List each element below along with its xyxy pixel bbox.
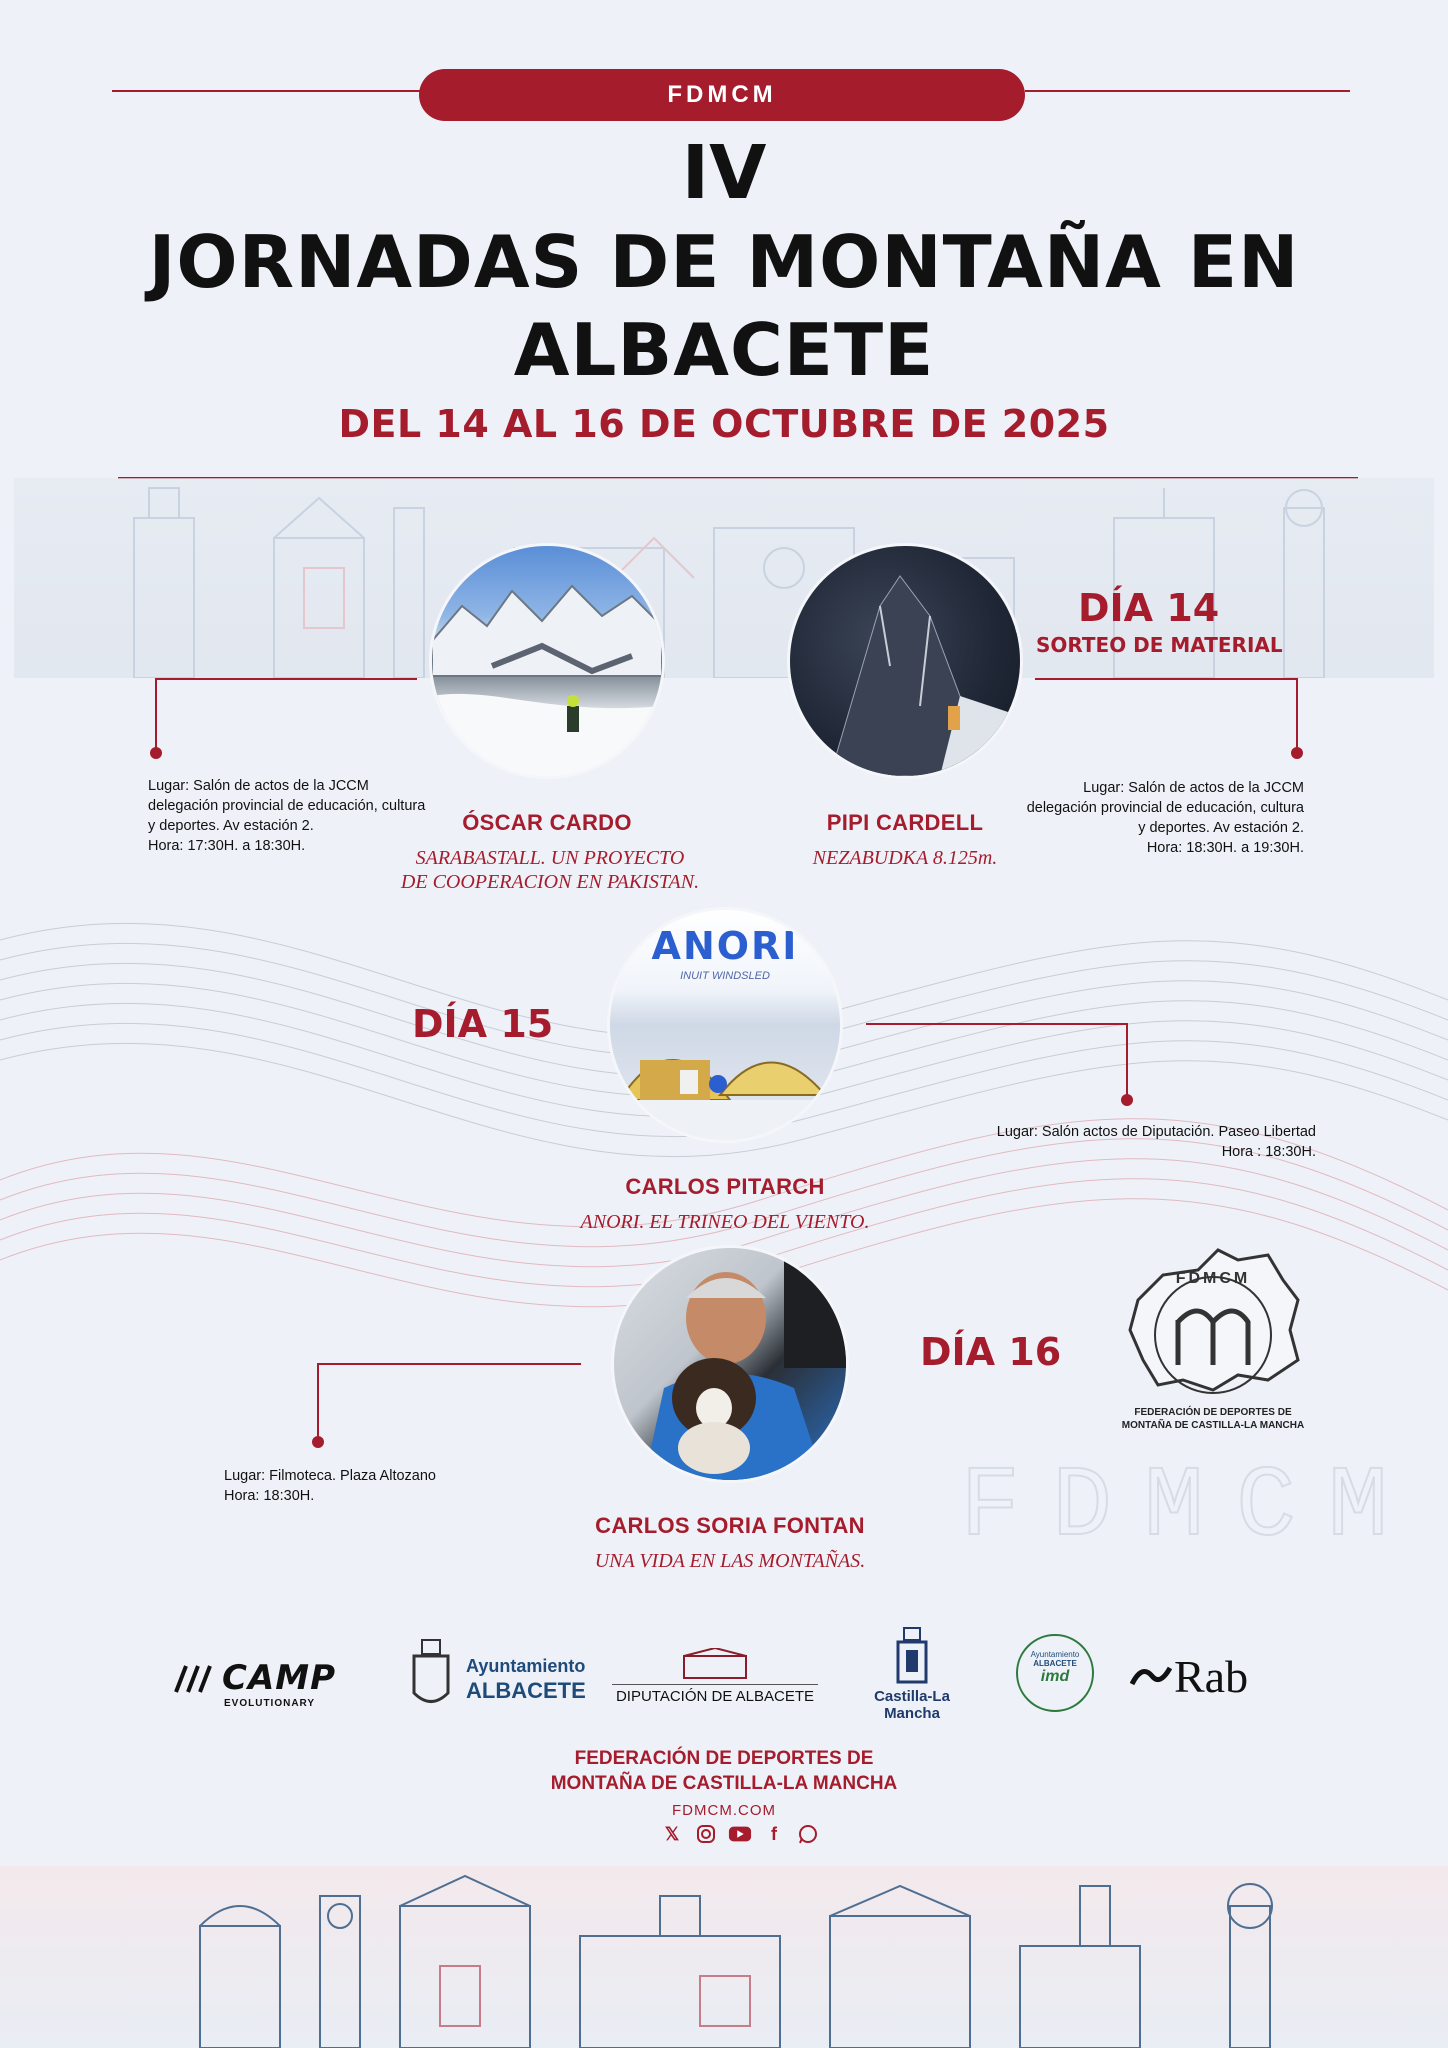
photo-anori bbox=[610, 910, 840, 1140]
day14-sublabel: SORTEO DE MATERIAL bbox=[1036, 633, 1283, 657]
connector-pitarch-h bbox=[866, 1023, 1128, 1025]
footer-org-name: FEDERACIÓN DE DEPORTES DE MONTAÑA DE CASTILLA-LA MANCHA bbox=[550, 1748, 898, 1794]
federation-logo-caption: FEDERACIÓN DE DEPORTES DE MONTAÑA DE CASTILLA-LA MANCHA bbox=[1121, 1407, 1305, 1431]
pitarch-venue-info: Lugar: Salón actos de Diputación. Paseo Libertad Hora : 18:30H. bbox=[996, 1124, 1316, 1160]
talk-title-pitarch: ANORI. EL TRINEO DEL VIENTO. bbox=[580, 1211, 870, 1233]
connector-oscar-h bbox=[155, 678, 417, 680]
header-rule-left bbox=[112, 90, 420, 92]
talk-title-pipi: NEZABUDKA 8.125m. bbox=[812, 847, 998, 869]
bottom-skyline-band bbox=[0, 1866, 1448, 2048]
sponsor-ayuntamiento: Ayuntamiento ALBACETE bbox=[408, 1638, 588, 1714]
speaker-pipi-cardell: PIPI CARDELL bbox=[826, 810, 984, 835]
oscar-venue-info: Lugar: Salón de actos de la JCCM delegación provincial de educación, cultura y deportes. Av estación 2. Hora: 17:30H. a 18:30H. bbox=[148, 778, 426, 854]
federation-logo-text: FDMCM bbox=[1175, 1270, 1251, 1287]
sponsor-imd: Ayuntamiento ALBACETE imd bbox=[1016, 1634, 1094, 1712]
day15-label: DÍA 15 bbox=[412, 1002, 554, 1046]
connector-oscar-dot bbox=[150, 747, 162, 759]
talk-title-oscar: SARABASTALL. UN PROYECTO DE COOPERACION EN PAKISTAN. bbox=[400, 847, 700, 893]
day16-label: DÍA 16 bbox=[920, 1330, 1062, 1374]
social-icons bbox=[660, 1822, 820, 1846]
talk-title-soria: UNA VIDA EN LAS MONTAÑAS. bbox=[594, 1550, 866, 1572]
connector-soria-v bbox=[317, 1363, 319, 1441]
photo-oscar-cardo bbox=[432, 546, 662, 776]
photo-carlos-soria bbox=[614, 1248, 846, 1480]
anori-brand-sub: INUIT WINDSLED bbox=[680, 970, 770, 982]
event-dates: DEL 14 AL 16 DE OCTUBRE DE 2025 bbox=[338, 402, 1110, 446]
whatsapp-icon[interactable] bbox=[796, 1822, 820, 1846]
facebook-icon[interactable]: f bbox=[771, 1823, 777, 1844]
fdmcm-watermark: FDMCM bbox=[960, 1452, 1421, 1565]
x-icon[interactable]: 𝕏 bbox=[664, 1823, 680, 1844]
sponsor-camp: CAMP EVOLUTIONARY bbox=[172, 1658, 382, 1708]
sponsor-diputacion: DIPUTACIÓN DE ALBACETE bbox=[612, 1648, 818, 1710]
anori-brand: ANORI bbox=[651, 924, 799, 968]
page-title-line2: ALBACETE bbox=[513, 308, 935, 392]
connector-pitarch-dot bbox=[1121, 1094, 1133, 1106]
federation-logo bbox=[1118, 1240, 1308, 1400]
page-title-line1: JORNADAS DE MONTAÑA EN bbox=[148, 220, 1300, 304]
instagram-icon[interactable] bbox=[694, 1822, 718, 1846]
soria-venue-info: Lugar: Filmoteca. Plaza Altozano Hora: 18:30H. bbox=[224, 1468, 436, 1504]
connector-soria-dot bbox=[312, 1436, 324, 1448]
photo-pipi-cardell bbox=[790, 546, 1020, 776]
header-rule-right bbox=[1025, 90, 1350, 92]
connector-oscar-v bbox=[155, 678, 157, 752]
fdmcm-badge: FDMCM bbox=[419, 69, 1025, 121]
sponsor-castilla-la-mancha: Castilla-La Mancha bbox=[846, 1626, 978, 1710]
speaker-oscar-cardo: ÓSCAR CARDO bbox=[462, 810, 632, 835]
sponsor-rab: Rab bbox=[1130, 1650, 1280, 1706]
edition-number: IV bbox=[681, 130, 767, 216]
footer-website[interactable]: FDMCM.COM bbox=[672, 1802, 776, 1819]
youtube-icon[interactable] bbox=[728, 1822, 752, 1846]
connector-soria-h bbox=[317, 1363, 581, 1365]
connector-pipi-dot bbox=[1291, 747, 1303, 759]
connector-pipi-v bbox=[1296, 678, 1298, 752]
speaker-carlos-pitarch: CARLOS PITARCH bbox=[625, 1174, 825, 1199]
connector-pipi-h bbox=[1035, 678, 1298, 680]
pipi-venue-info: Lugar: Salón de actos de la JCCM delegación provincial de educación, cultura y deportes. Av estación 2. Hora: 18:30H. a 19:30H. bbox=[1026, 780, 1304, 856]
speaker-carlos-soria: CARLOS SORIA FONTAN bbox=[595, 1513, 865, 1538]
day14-label: DÍA 14 bbox=[1078, 586, 1220, 630]
connector-pitarch-v bbox=[1126, 1023, 1128, 1101]
